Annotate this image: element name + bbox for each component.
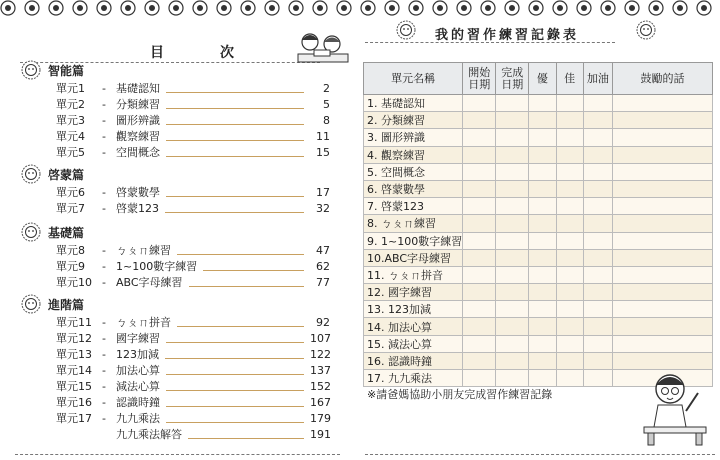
unit-name: ㄅㄆㄇ拼音 <box>116 316 171 329</box>
toc-row[interactable]: 單元2 - 分類練習 5 <box>56 97 330 111</box>
entry-cell[interactable] <box>496 370 529 387</box>
entry-cell[interactable] <box>463 198 496 215</box>
toc-row[interactable]: 單元17 - 九九乘法 179 <box>56 411 331 425</box>
entry-cell[interactable] <box>613 266 713 283</box>
column-header: 優 <box>529 63 556 95</box>
record-page <box>355 22 720 460</box>
entry-cell[interactable] <box>529 370 556 387</box>
record-row <box>364 215 713 232</box>
page-number: 122 <box>310 347 331 361</box>
entry-cell[interactable] <box>613 301 713 318</box>
flower-center <box>437 5 443 11</box>
unit-name-cell: 9. 1~100數字練習 <box>364 232 463 249</box>
record-row <box>364 129 713 146</box>
flower-center <box>509 5 515 11</box>
entry-cell[interactable] <box>529 180 556 197</box>
toc-row[interactable]: 單元10 - ABC字母練習 77 <box>56 275 330 289</box>
page-number: 32 <box>316 201 330 215</box>
entry-cell[interactable] <box>583 266 612 283</box>
toc-page <box>0 22 350 460</box>
flower-center <box>629 5 635 11</box>
flower-center <box>653 5 659 11</box>
entry-cell[interactable] <box>556 129 583 146</box>
entry-cell[interactable] <box>556 163 583 180</box>
entry-cell[interactable] <box>496 232 529 249</box>
flower-center <box>221 5 227 11</box>
unit-name: 基礎認知 <box>116 82 160 95</box>
entry-cell[interactable] <box>529 335 556 352</box>
page-number: 5 <box>323 97 330 111</box>
entry-cell[interactable] <box>463 163 496 180</box>
entry-cell[interactable] <box>583 180 612 197</box>
section-label: 啓蒙篇 <box>48 167 85 182</box>
toc-row[interactable]: 單元13 - 123加減 122 <box>56 347 331 361</box>
entry-cell[interactable] <box>556 370 583 387</box>
toc-title: 目 <box>150 45 166 61</box>
entry-cell[interactable] <box>613 318 713 335</box>
toc-row[interactable]: 單元15 - 減法心算 152 <box>56 379 331 393</box>
entry-cell[interactable] <box>463 232 496 249</box>
entry-cell[interactable] <box>529 318 556 335</box>
unit-name: 觀察練習 <box>116 130 160 143</box>
unit-name-cell: 12. 國字練習 <box>364 284 463 301</box>
toc-row[interactable]: 單元6 - 啓蒙數學 17 <box>56 185 330 199</box>
flower-center <box>269 5 275 11</box>
entry-cell[interactable] <box>463 180 496 197</box>
toc-row[interactable]: 單元3 - 圖形辨識 8 <box>56 113 330 127</box>
flower-center <box>677 5 683 11</box>
record-row <box>364 146 713 163</box>
entry-cell[interactable] <box>496 215 529 232</box>
unit-number: 單元14 <box>56 364 92 377</box>
column-header: 佳 <box>556 63 583 95</box>
entry-cell[interactable] <box>529 232 556 249</box>
entry-cell[interactable] <box>613 146 713 163</box>
entry-cell[interactable] <box>556 95 583 112</box>
flower-center <box>173 5 179 11</box>
section-label: 基礎篇 <box>48 225 85 240</box>
entry-cell[interactable] <box>496 146 529 163</box>
entry-cell[interactable] <box>583 129 612 146</box>
flower-center <box>317 5 323 11</box>
unit-name: 1~100數字練習 <box>116 260 198 273</box>
entry-cell[interactable] <box>496 352 529 369</box>
flower-center <box>533 5 539 11</box>
toc-row[interactable]: 單元7 - 啓蒙123 32 <box>56 201 330 215</box>
page-number: 191 <box>310 427 331 441</box>
flower-center <box>245 5 251 11</box>
page-number: 17 <box>316 185 330 199</box>
entry-cell[interactable] <box>529 215 556 232</box>
column-header: 完成日期 <box>496 63 529 95</box>
unit-name-cell: 8. ㄅㄆㄇ練習 <box>364 215 463 232</box>
unit-number: 單元6 <box>56 186 85 199</box>
toc-row[interactable] <box>20 426 330 442</box>
unit-name: 減法心算 <box>116 380 160 393</box>
page-number: 8 <box>323 113 330 127</box>
lion-face-icon <box>20 60 42 80</box>
flower-center <box>485 5 491 11</box>
record-row <box>364 266 713 283</box>
flower-center <box>581 5 587 11</box>
entry-cell[interactable] <box>463 318 496 335</box>
entry-cell[interactable] <box>583 112 612 129</box>
entry-cell[interactable] <box>529 198 556 215</box>
unit-name-cell: 13. 123加減 <box>364 301 463 318</box>
entry-cell[interactable] <box>463 95 496 112</box>
entry-cell[interactable] <box>496 180 529 197</box>
entry-cell[interactable] <box>556 215 583 232</box>
unit-name: 九九乘法解答 <box>116 428 182 441</box>
unit-name: 加法心算 <box>116 364 160 377</box>
unit-number: 單元17 <box>56 412 92 425</box>
entry-cell[interactable] <box>463 335 496 352</box>
kid-writing-icon <box>640 367 710 447</box>
flower-center <box>341 5 347 11</box>
unit-number: 單元15 <box>56 380 92 393</box>
flower-center <box>389 5 395 11</box>
toc-row[interactable]: 單元14 - 加法心算 137 <box>56 363 331 377</box>
entry-cell[interactable] <box>583 301 612 318</box>
record-row <box>364 163 713 180</box>
entry-cell[interactable] <box>496 112 529 129</box>
flower-center <box>293 5 299 11</box>
entry-cell[interactable] <box>496 129 529 146</box>
column-header: 開始日期 <box>463 63 496 95</box>
unit-name: 空間概念 <box>116 146 160 159</box>
entry-cell[interactable] <box>496 95 529 112</box>
entry-cell[interactable] <box>613 198 713 215</box>
unit-name-cell: 14. 加法心算 <box>364 318 463 335</box>
unit-name: 分類練習 <box>116 98 160 111</box>
record-row <box>364 284 713 301</box>
page-number: 47 <box>316 243 330 257</box>
entry-cell[interactable] <box>496 266 529 283</box>
unit-number: 單元9 <box>56 260 85 273</box>
page-number: 62 <box>316 259 330 273</box>
page-number: 92 <box>316 315 330 329</box>
lion-face-icon <box>20 294 42 314</box>
column-header: 鼓勵的話 <box>613 63 713 95</box>
column-header: 單元名稱 <box>364 63 463 95</box>
toc-title-suffix: 次 <box>220 45 234 61</box>
unit-name-cell: 11. ㄅㄆㄇ拼音 <box>364 266 463 283</box>
page-number: 179 <box>310 411 331 425</box>
entry-cell[interactable] <box>463 370 496 387</box>
entry-cell[interactable] <box>613 129 713 146</box>
entry-cell[interactable] <box>556 112 583 129</box>
toc-section-advanced <box>20 294 330 442</box>
entry-cell[interactable] <box>556 266 583 283</box>
flower-border-icon <box>0 0 720 22</box>
flower-center <box>461 5 467 11</box>
entry-cell[interactable] <box>583 284 612 301</box>
toc-section-intelligence <box>20 60 330 160</box>
unit-name-cell: 2. 分類練習 <box>364 112 463 129</box>
entry-cell[interactable] <box>463 146 496 163</box>
record-table <box>363 62 713 387</box>
entry-cell[interactable] <box>556 284 583 301</box>
record-note: ※請爸媽協助小朋友完成習作練習記錄 <box>367 388 553 401</box>
flower-center <box>413 5 419 11</box>
unit-number: 單元13 <box>56 348 92 361</box>
record-row <box>364 95 713 112</box>
unit-number: 單元16 <box>56 396 92 409</box>
record-row <box>364 335 713 352</box>
unit-number: 單元2 <box>56 98 85 111</box>
divider <box>15 454 340 455</box>
entry-cell[interactable] <box>583 163 612 180</box>
entry-cell[interactable] <box>613 232 713 249</box>
toc-row[interactable]: 單元9 - 1~100數字練習 62 <box>56 259 330 273</box>
column-header: 加油 <box>583 63 612 95</box>
entry-cell[interactable] <box>556 180 583 197</box>
unit-name-cell: 17. 九九乘法 <box>364 370 463 387</box>
entry-cell[interactable] <box>583 215 612 232</box>
unit-name: ㄅㄆㄇ練習 <box>116 244 171 257</box>
unit-name-cell: 5. 空間概念 <box>364 163 463 180</box>
toc-row[interactable]: 單元4 - 觀察練習 11 <box>56 129 330 143</box>
unit-name-cell: 7. 啓蒙123 <box>364 198 463 215</box>
entry-cell[interactable] <box>613 180 713 197</box>
page-number: 152 <box>310 379 331 393</box>
flower-center <box>125 5 131 11</box>
entry-cell[interactable] <box>556 146 583 163</box>
record-title: 我的習作練習記錄表 <box>435 28 580 43</box>
toc-row[interactable]: 單元8 - ㄅㄆㄇ練習 47 <box>56 243 330 257</box>
entry-cell[interactable] <box>613 284 713 301</box>
toc-row[interactable]: 單元16 - 認識時鐘 167 <box>56 395 331 409</box>
entry-cell[interactable] <box>463 301 496 318</box>
divider <box>365 454 715 455</box>
section-label: 智能篇 <box>48 63 85 78</box>
entry-cell[interactable] <box>583 249 612 266</box>
entry-cell[interactable] <box>556 335 583 352</box>
entry-cell[interactable] <box>583 232 612 249</box>
unit-name-cell: 16. 認識時鐘 <box>364 352 463 369</box>
page-number: 2 <box>323 81 330 95</box>
section-label: 進階篇 <box>48 297 85 312</box>
unit-name: 啓蒙123 <box>116 202 159 215</box>
entry-cell[interactable] <box>463 266 496 283</box>
entry-cell[interactable] <box>463 284 496 301</box>
unit-name-cell: 6. 啓蒙數學 <box>364 180 463 197</box>
page-number: 11 <box>316 129 330 143</box>
page-number: 15 <box>316 145 330 159</box>
page-number: 107 <box>310 331 331 345</box>
unit-name: 啓蒙數學 <box>116 186 160 199</box>
entry-cell[interactable] <box>613 215 713 232</box>
unit-name-cell: 15. 減法心算 <box>364 335 463 352</box>
unit-number: 單元3 <box>56 114 85 127</box>
unit-name: 國字練習 <box>116 332 160 345</box>
record-row <box>364 301 713 318</box>
entry-cell[interactable] <box>613 335 713 352</box>
unit-name-cell: 3. 圖形辨識 <box>364 129 463 146</box>
entry-cell[interactable] <box>529 112 556 129</box>
lion-face-icon <box>635 20 657 40</box>
flower-center <box>53 5 59 11</box>
lion-face-icon <box>395 20 417 40</box>
page-number: 77 <box>316 275 330 289</box>
flower-center <box>557 5 563 11</box>
entry-cell[interactable] <box>556 249 583 266</box>
entry-cell[interactable] <box>463 215 496 232</box>
unit-number: 單元5 <box>56 146 85 159</box>
unit-name-cell: 4. 觀察練習 <box>364 146 463 163</box>
entry-cell[interactable] <box>583 318 612 335</box>
entry-cell[interactable] <box>529 129 556 146</box>
flower-center <box>29 5 35 11</box>
flower-center <box>149 5 155 11</box>
record-row <box>364 198 713 215</box>
entry-cell[interactable] <box>613 95 713 112</box>
entry-cell[interactable] <box>496 335 529 352</box>
unit-name: 123加減 <box>116 348 159 361</box>
flower-center <box>701 5 707 11</box>
flower-center <box>5 5 11 11</box>
record-row <box>364 249 713 266</box>
entry-cell[interactable] <box>496 284 529 301</box>
flower-center <box>197 5 203 11</box>
unit-name-cell: 1. 基礎認知 <box>364 95 463 112</box>
toc-row[interactable]: 單元5 - 空間概念 15 <box>56 145 330 159</box>
toc-row[interactable]: 單元12 - 國字練習 107 <box>56 331 331 345</box>
entry-cell[interactable] <box>583 352 612 369</box>
lion-face-icon <box>20 164 42 184</box>
unit-number: 單元12 <box>56 332 92 345</box>
toc-section-basic <box>20 222 330 290</box>
entry-cell[interactable] <box>529 284 556 301</box>
unit-number: 單元11 <box>56 316 92 329</box>
unit-number: 單元8 <box>56 244 85 257</box>
flower-center <box>77 5 83 11</box>
entry-cell[interactable] <box>613 163 713 180</box>
unit-number: 單元1 <box>56 82 85 95</box>
record-row <box>364 232 713 249</box>
entry-cell[interactable] <box>556 198 583 215</box>
flower-center <box>101 5 107 11</box>
entry-cell[interactable] <box>556 232 583 249</box>
entry-cell[interactable] <box>463 112 496 129</box>
entry-cell[interactable] <box>583 370 612 387</box>
flower-center <box>605 5 611 11</box>
entry-cell[interactable] <box>556 301 583 318</box>
unit-name: 圖形辨識 <box>116 114 160 127</box>
entry-cell[interactable] <box>496 318 529 335</box>
entry-cell[interactable] <box>583 198 612 215</box>
unit-name: 九九乘法 <box>116 412 160 425</box>
entry-cell[interactable] <box>556 352 583 369</box>
entry-cell[interactable] <box>613 112 713 129</box>
entry-cell[interactable] <box>529 95 556 112</box>
unit-number: 單元10 <box>56 276 92 289</box>
page-number: 167 <box>310 395 331 409</box>
flower-center <box>365 5 371 11</box>
entry-cell[interactable] <box>496 249 529 266</box>
entry-cell[interactable] <box>613 249 713 266</box>
record-row <box>364 112 713 129</box>
entry-cell[interactable] <box>529 249 556 266</box>
entry-cell[interactable] <box>529 352 556 369</box>
entry-cell[interactable] <box>583 335 612 352</box>
entry-cell[interactable] <box>529 146 556 163</box>
entry-cell[interactable] <box>529 163 556 180</box>
entry-cell[interactable] <box>529 266 556 283</box>
unit-name: ABC字母練習 <box>116 276 183 289</box>
divider <box>365 42 615 43</box>
page-number: 137 <box>310 363 331 377</box>
entry-cell[interactable] <box>463 352 496 369</box>
unit-name: 認識時鐘 <box>116 396 160 409</box>
entry-cell[interactable] <box>583 146 612 163</box>
unit-number: 單元4 <box>56 130 85 143</box>
entry-cell[interactable] <box>463 129 496 146</box>
entry-cell[interactable] <box>496 163 529 180</box>
entry-cell[interactable] <box>496 301 529 318</box>
unit-number: 單元7 <box>56 202 85 215</box>
entry-cell[interactable] <box>463 249 496 266</box>
unit-name-cell: 10.ABC字母練習 <box>364 249 463 266</box>
entry-cell[interactable] <box>496 198 529 215</box>
record-row <box>364 180 713 197</box>
record-row <box>364 318 713 335</box>
entry-cell[interactable] <box>529 301 556 318</box>
lion-face-icon <box>20 222 42 242</box>
entry-cell[interactable] <box>556 318 583 335</box>
entry-cell[interactable] <box>583 95 612 112</box>
toc-row[interactable]: 單元11 - ㄅㄆㄇ拼音 92 <box>56 315 330 329</box>
toc-section-enlightenment <box>20 164 330 216</box>
toc-row[interactable]: 單元1 - 基礎認知 2 <box>56 81 330 95</box>
